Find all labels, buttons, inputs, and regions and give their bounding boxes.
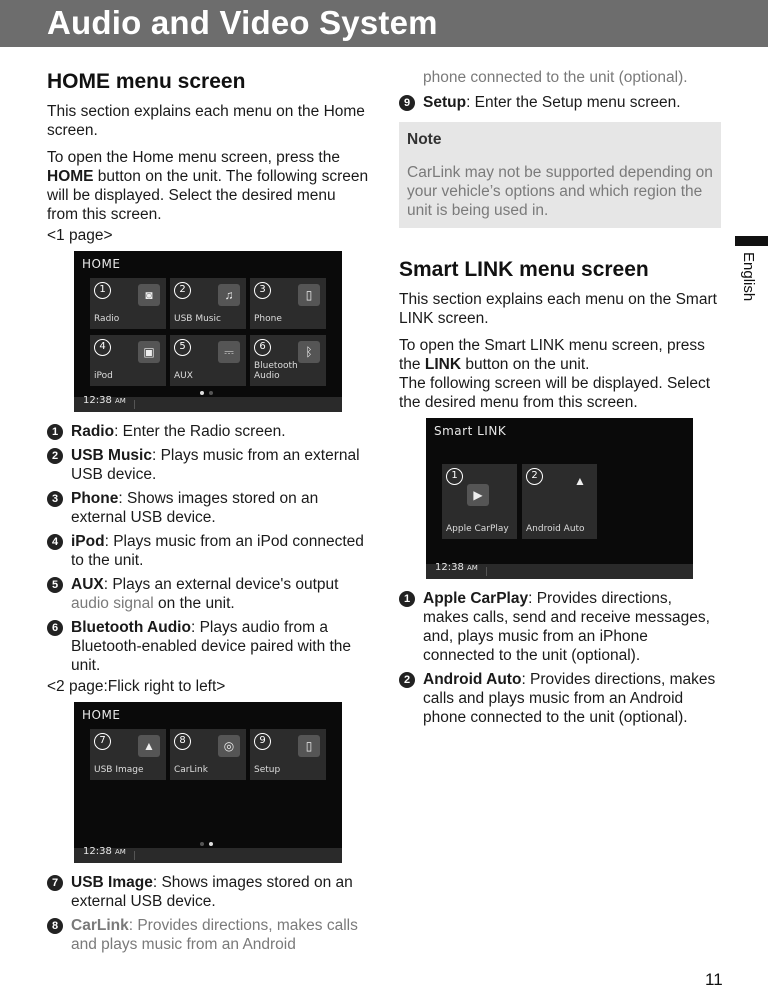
list-item: 3 Phone: Shows images stored on an external USB device. <box>47 489 369 527</box>
list-item: 1 Apple CarPlay: Provides directions, makes calls, send and receive messages, and, plays music from an iPhone connected to the unit (optional). <box>399 589 721 665</box>
clock: 12:38 AM <box>83 846 126 857</box>
steering-wheel-icon: ◎ <box>218 735 240 757</box>
home-intro: This section explains each menu on the Home screen. <box>47 103 365 139</box>
home-menu-heading: HOME menu screen <box>47 70 246 93</box>
tile-label: Phone <box>254 314 282 324</box>
screen-title: Smart LINK <box>434 424 507 438</box>
page2-label: <2 page:Flick right to left> <box>47 678 226 695</box>
carlink-continuation: phone connected to the unit (optional). <box>423 69 688 86</box>
home-items-page2 <box>47 873 369 954</box>
list-item: 5 AUX: Plays an external device's output audio signal on the unit. <box>47 575 369 613</box>
home-screen-page1 <box>74 251 342 412</box>
list-item: 2 Android Auto: Provides directions, makes calls and plays music from an Android phone connected to the unit (optional). <box>399 670 721 727</box>
smart-link-follow: The following screen will be displayed. Select the desired menu from this screen. <box>399 375 711 411</box>
tile-setup[interactable] <box>250 729 326 780</box>
clock: 12:38 AM <box>83 395 126 406</box>
item-number: 1 <box>399 591 415 607</box>
tile-number: 2 <box>526 468 543 485</box>
tile-number: 4 <box>94 339 111 356</box>
page-indicator <box>200 842 213 846</box>
tile-label: Setup <box>254 765 281 775</box>
screen-title: HOME <box>82 708 121 722</box>
tile-bluetooth-audio[interactable] <box>250 335 326 386</box>
status-divider <box>134 400 135 409</box>
item-number: 8 <box>47 918 63 934</box>
item-number: 3 <box>47 491 63 507</box>
item-number: 7 <box>47 875 63 891</box>
radio-icon: ◙ <box>138 284 160 306</box>
phone-icon: ▯ <box>298 284 320 306</box>
tile-label: USB Music <box>174 314 221 324</box>
image-icon: ▲ <box>138 735 160 757</box>
item-number: 2 <box>47 448 63 464</box>
tile-usb-music[interactable] <box>170 278 246 329</box>
language-tab: English <box>740 252 757 302</box>
home-items-page1 <box>47 422 369 675</box>
status-divider <box>134 851 135 860</box>
tile-label: Radio <box>94 314 120 324</box>
item-number: 9 <box>399 95 415 111</box>
tile-number: 1 <box>446 468 463 485</box>
tile-number: 7 <box>94 733 111 750</box>
smart-link-open-instructions: To open the Smart LINK menu screen, press the LINK button on the unit. <box>399 337 705 373</box>
list-item: 8 CarLink: Provides directions, makes calls and plays music from an Android <box>47 916 369 954</box>
tile-number: 2 <box>174 282 191 299</box>
home-open-instructions: To open the Home menu screen, press the HOME button on the unit. The following screen will be displayed. Select the desired menu from this screen. <box>47 149 369 223</box>
note-title: Note <box>407 131 442 148</box>
tile-number: 8 <box>174 733 191 750</box>
note-box <box>399 122 721 228</box>
tile-carlink[interactable] <box>170 729 246 780</box>
music-note-icon: ♫ <box>218 284 240 306</box>
page-title: Audio and Video System <box>47 4 438 41</box>
list-item: 7 USB Image: Shows images stored on an external USB device. <box>47 873 369 911</box>
tile-aux[interactable] <box>170 335 246 386</box>
tile-number: 5 <box>174 339 191 356</box>
tile-number: 1 <box>94 282 111 299</box>
list-item: 1 Radio: Enter the Radio screen. <box>47 422 369 441</box>
item-number: 1 <box>47 424 63 440</box>
aux-cable-icon: ⎓ <box>218 341 240 363</box>
tile-label: iPod <box>94 371 113 381</box>
page-indicator <box>200 391 213 395</box>
tile-label: AUX <box>174 371 193 381</box>
screen-title: HOME <box>82 257 121 271</box>
page1-label: <1 page> <box>47 227 113 244</box>
language-tab-marker <box>735 236 768 246</box>
tile-phone[interactable] <box>250 278 326 329</box>
smart-link-intro: This section explains each menu on the Smart LINK screen. <box>399 291 717 327</box>
tile-android-auto[interactable] <box>522 464 597 539</box>
smart-link-items <box>399 589 721 727</box>
list-item: 2 USB Music: Plays music from an external USB device. <box>47 446 369 484</box>
tile-radio[interactable] <box>90 278 166 329</box>
right-column <box>399 68 721 732</box>
phone-icon: ▯ <box>298 735 320 757</box>
list-item: 6 Bluetooth Audio: Plays audio from a Bluetooth-enabled device paired with the unit. <box>47 618 369 675</box>
item-number: 5 <box>47 577 63 593</box>
tile-number: 3 <box>254 282 271 299</box>
clock: 12:38 AM <box>435 562 478 573</box>
page-number: 11 <box>705 970 723 987</box>
tile-label: Apple CarPlay <box>446 524 509 534</box>
tile-apple-carplay[interactable] <box>442 464 517 539</box>
tile-label: USB Image <box>94 765 144 775</box>
list-item: 9 Setup: Enter the Setup menu screen. <box>399 93 721 112</box>
tile-label: Android Auto <box>526 524 585 534</box>
ipod-icon: ▣ <box>138 341 160 363</box>
tile-label: CarLink <box>174 765 208 775</box>
item-number: 6 <box>47 620 63 636</box>
tile-usb-image[interactable] <box>90 729 166 780</box>
tile-number: 6 <box>254 339 271 356</box>
tile-ipod[interactable] <box>90 335 166 386</box>
status-divider <box>486 567 487 576</box>
list-item: 4 iPod: Plays music from an iPod connected to the unit. <box>47 532 369 570</box>
item-number: 4 <box>47 534 63 550</box>
left-column <box>47 68 369 959</box>
item-number: 2 <box>399 672 415 688</box>
tile-number: 9 <box>254 733 271 750</box>
home-screen-page2 <box>74 702 342 863</box>
smart-link-heading: Smart LINK menu screen <box>399 258 649 281</box>
smart-link-screen <box>426 418 693 579</box>
android-auto-icon: ▲ <box>574 473 586 488</box>
bluetooth-icon: ᛒ <box>298 341 320 363</box>
carplay-icon: ▶ <box>467 484 489 506</box>
note-body: CarLink may not be supported depending on your vehicle’s options and which region the unit is being used in. <box>407 164 713 219</box>
tile-label: Bluetooth Audio <box>254 361 298 381</box>
